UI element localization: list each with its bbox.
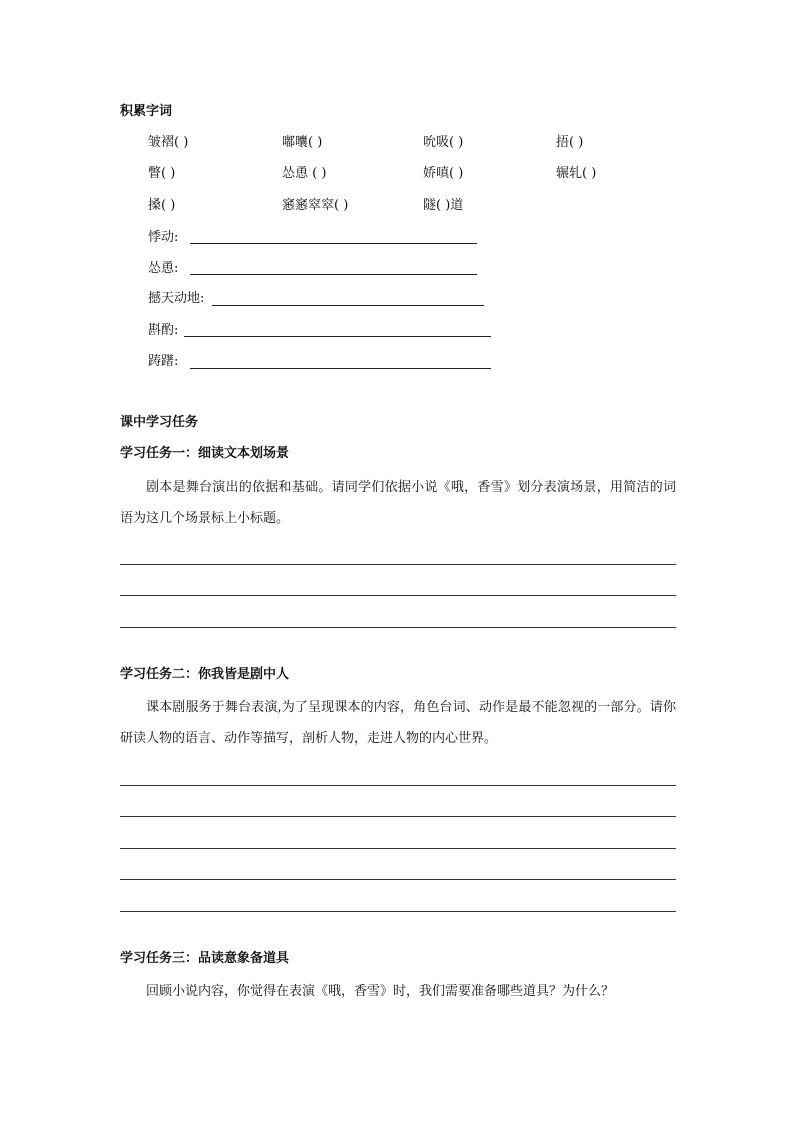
task-prompt: 回顾小说内容，你觉得在表演《哦，香雪》时，我们需要准备哪些道具？为什么？ (146, 984, 615, 999)
pinyin-item: 怂恿 ( ) (282, 166, 327, 181)
task-title: 学习任务三：品读意象备道具 (120, 951, 290, 966)
pinyin-item: 捂( ) (556, 135, 584, 150)
pinyin-item: 瞥( ) (148, 166, 176, 181)
answer-line[interactable] (120, 785, 676, 786)
definition-label: 撼天动地: (148, 291, 205, 306)
answer-line[interactable] (120, 879, 676, 880)
pinyin-item: 辗轧( ) (556, 166, 597, 181)
answer-line[interactable] (120, 848, 676, 849)
answer-line[interactable] (190, 274, 477, 275)
answer-line[interactable] (120, 627, 676, 628)
answer-line[interactable] (120, 595, 676, 596)
answer-line[interactable] (212, 305, 484, 306)
pinyin-item: 搡( ) (148, 198, 176, 213)
answer-line[interactable] (120, 816, 676, 817)
answer-line[interactable] (190, 368, 491, 369)
task-prompt: 课本剧服务于舞台表演,为了呈现课本的内容，角色台词、动作是最不能忽视的一部分。请你研读人物的语言、动作等描写，剖析人物，走进人物的内心世界。 (120, 700, 676, 746)
definition-label: 悸动: (148, 230, 179, 245)
pinyin-item: 皱褶( ) (148, 135, 189, 150)
section-title-in-class-tasks: 课中学习任务 (120, 415, 199, 430)
definition-label: 怂恿: (148, 261, 179, 276)
pinyin-item: 窸窸窣窣( ) (282, 198, 349, 213)
answer-line[interactable] (184, 336, 491, 337)
definition-label: 斟酌: (148, 323, 179, 338)
task-prompt: 剧本是舞台演出的依据和基础。请同学们依据小说《哦，香雪》划分表演场景，用简洁的词语为这几个场景标上小标题。 (120, 480, 676, 526)
answer-line[interactable] (120, 564, 676, 565)
pinyin-item: 嘟囔( ) (282, 135, 323, 150)
definition-label: 踌躇: (148, 354, 179, 369)
section-title-vocabulary: 积累字词 (120, 104, 173, 119)
answer-line[interactable] (120, 911, 676, 912)
task-title: 学习任务二：你我皆是剧中人 (120, 667, 290, 682)
pinyin-item: 吮吸( ) (423, 135, 464, 150)
pinyin-item: 娇嗔( ) (423, 166, 464, 181)
task-title: 学习任务一：细读文本划场景 (120, 446, 290, 461)
answer-line[interactable] (190, 243, 477, 244)
pinyin-item: 隧( )道 (423, 198, 464, 213)
